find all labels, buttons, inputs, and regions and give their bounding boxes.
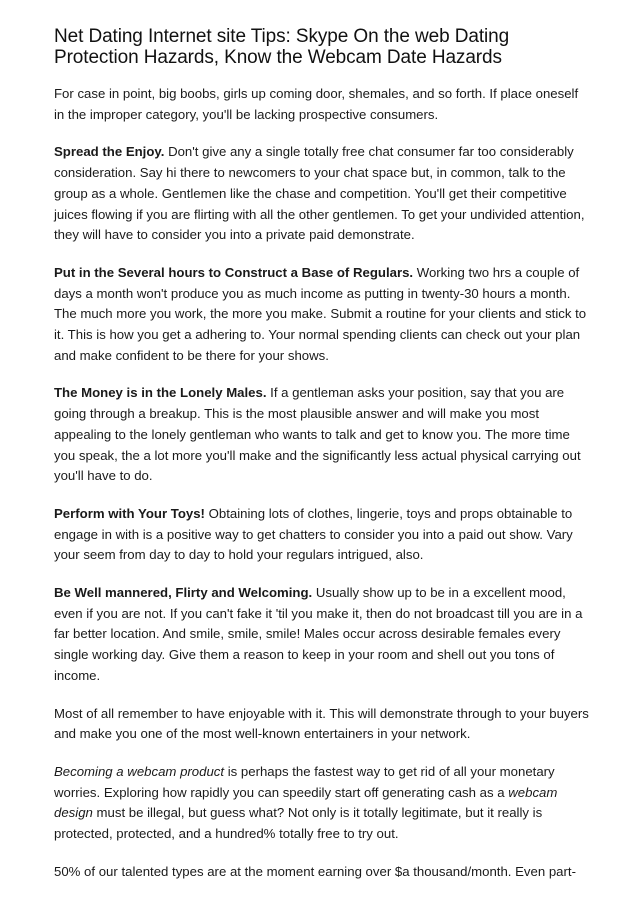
paragraph-8-italic-1: Becoming a webcam product xyxy=(54,763,225,779)
paragraph-8-text-1: is perhaps the fastest way to get rid of all your monetary worries. Exploring how rapidly you can speedily start off generating cash as a xyxy=(54,763,555,800)
document-title xyxy=(54,26,592,68)
paragraph-2-text: Don't give any a single totally free chat consumer far too considerably consideration. Say hi there to newcomers to your chat space but, in common, talk to the group as a whole. Gentlemen like the chase and competition. You'll get their competitive juices flowing if you are flirting with all the other gentlemen. To get your undivided attention, they will have to consider you into a private paid demonstrate. xyxy=(54,144,585,243)
paragraph-3-lead: Put in the Several hours to Construct a Base of Regulars. xyxy=(54,264,414,280)
paragraph-well-mannered xyxy=(54,583,592,687)
paragraph-7-text: Most of all remember to have enjoyable with it. This will demonstrate through to your buyers and make you one of the most well-known entertainers in your network. xyxy=(54,705,589,742)
paragraph-3-text: Working two hrs a couple of days a month won't produce you as much income as putting in twenty-30 hours a month. The much more you work, the more you make. Submit a routine for your clients and stick to it. This is how you get a adhering to. Your normal spending clients can check out your plan and make confident to be there for your shows. xyxy=(54,264,587,363)
title-line-2: Protection Hazards, Know the Webcam Date Hazards xyxy=(54,47,502,68)
paragraph-4-text: If a gentleman asks your position, say that you are going through a breakup. This is the most plausible answer and will make you most appealing to the lonely gentleman who wants to talk and get to know you. The more time you speak, the a lot more you'll make and the significantly less actual physical carrying out you'll have to do. xyxy=(54,385,581,484)
paragraph-4-lead: The Money is in the Lonely Males. xyxy=(54,385,267,401)
paragraph-6-text: Usually show up to be in a excellent mood, even if you are not. If you can't fake it 'til you make it, then do not broadcast till you are in a far better location. And smile, smile, smile! Males occur across desirable females every single working day. Give them a reason to keep in your room and shell out you tons of income. xyxy=(54,585,583,683)
paragraph-5-lead: Perform with Your Toys! xyxy=(54,505,205,521)
paragraph-6-lead: Be Well mannered, Flirty and Welcoming. xyxy=(54,585,313,601)
paragraph-2-lead: Spread the Enjoy. xyxy=(54,144,165,160)
title-line-1: Net Dating Internet site Tips: Skype On the web Dating xyxy=(54,26,510,47)
paragraph-toys xyxy=(54,504,592,566)
paragraph-8-italic-2: webcam design xyxy=(54,784,558,821)
paragraph-have-fun xyxy=(54,704,592,745)
paragraph-9-text: 50% of our talented types are at the moment earning over $a thousand/month. Even part- xyxy=(54,863,576,879)
paragraph-1 xyxy=(54,84,592,125)
paragraph-8-text-2: must be illegal, but guess what? Not only is it totally legitimate, but it really is protected, protected, and a hundred% totally free to try out. xyxy=(54,805,543,842)
document-page xyxy=(54,26,592,900)
paragraph-5-text: Obtaining lots of clothes, lingerie, toys and props obtainable to engage in with is a positive way to get chatters to consider you into a paid out show. Vary your seem from day to day to hold your regulars intrigued, also. xyxy=(54,505,573,563)
paragraph-webcam-product xyxy=(54,762,592,845)
paragraph-base-of-regulars xyxy=(54,263,592,367)
paragraph-last-line xyxy=(54,862,592,883)
paragraph-1-text: For case in point, big boobs, girls up coming door, shemales, and so forth. If place oneself in the improper category, you'll be lacking prospective consumers. xyxy=(54,86,579,122)
paragraph-spread-the-enjoy xyxy=(54,142,592,246)
paragraph-lonely-males xyxy=(54,383,592,487)
